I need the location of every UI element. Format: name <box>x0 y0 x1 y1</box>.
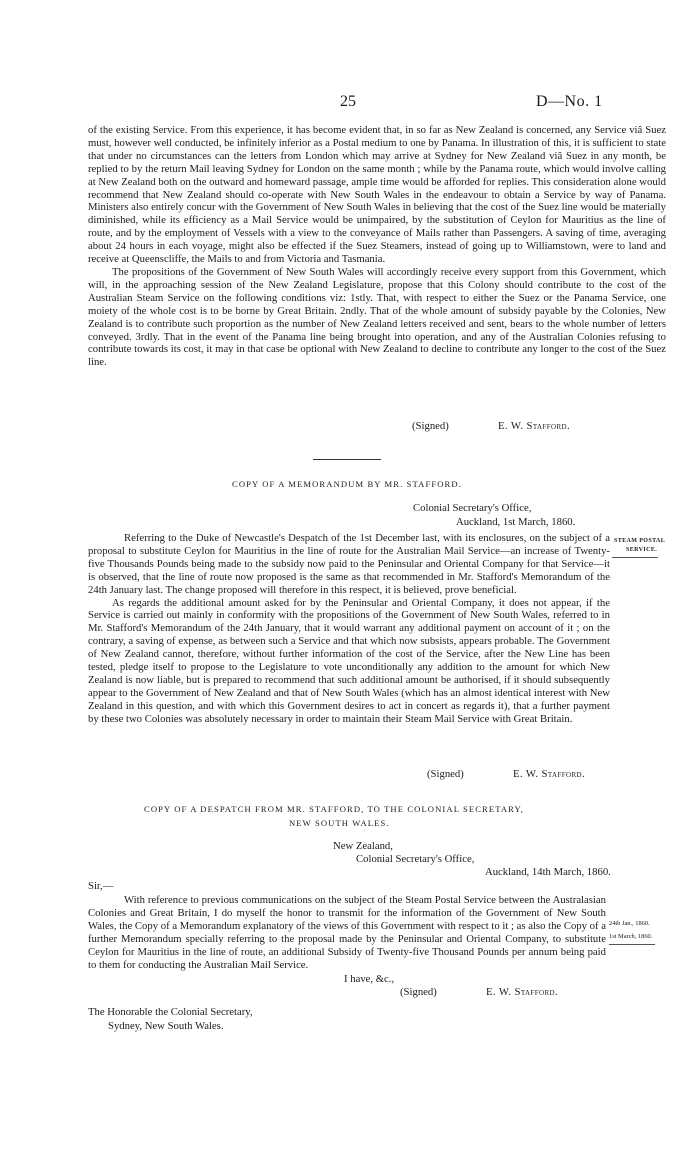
margin-date-rule <box>609 944 655 945</box>
margin-note-rule <box>612 557 658 558</box>
page-number: 25 <box>340 93 356 110</box>
section-2-paragraph-1: Referring to the Duke of Newcastle's Despatch of the 1st December last, with its enclosures, on the subject of a proposal to substitute Ceylon for Mauritius in the line of route for the Australian Mail Service—an increase of Twenty-five Thousands Pounds being made to the subsidy now paid to the Peninsular and Oriental Company for that Service—it is observed, that the line of route now proposed is the same as that recommended in Mr. Stafford's Memorandum of the 24th January last. The change proposed will therefore in this respect, it is believed, prove beneficial. <box>88 532 610 596</box>
despatch-addr-line-1: New Zealand, <box>333 840 393 852</box>
section-3-text <box>88 894 606 971</box>
section-divider <box>313 459 381 460</box>
page-header <box>0 93 700 115</box>
signed-label: (Signed) <box>412 420 449 432</box>
margin-date-2: 1st March, 1860. <box>609 933 653 940</box>
signed-label: (Signed) <box>427 768 464 780</box>
signatory-name: E. W. Stafford. <box>498 420 571 432</box>
recipient-line-2: Sydney, New South Wales. <box>108 1020 224 1032</box>
memorandum-caption: COPY OF A MEMORANDUM BY MR. STAFFORD. <box>232 479 462 489</box>
section-1-paragraph-2: The propositions of the Government of New South Wales will accordingly receive every support from this Government, which will, in the approaching session of the New Zealand Legislature, propose that this Colony should contribute to the cost of the Australian Steam Service on the following conditions viz: 1stly. That, with respect to either the Suez or the Panama Service, one moiety of the whole cost is to be borne by Great Britain. 2ndly. That of the whole amount of subsidy payable by the Colonies, New Zealand is to contribute such proportion as the number of New Zealand letters received and sent, bears to the whole number of letters conveyed. 3rdly. That in the event of the Panama line being brought into operation, and any of the Australian Colonies refusing to contribute towards its cost, it may in that case be optional with New Zealand to decline to contribute any longer to the cost of the Suez line. <box>88 265 666 369</box>
despatch-addr-line-3: Auckland, 14th March, 1860. <box>485 866 611 878</box>
section-2-paragraph-2: As regards the additional amount asked for by the Peninsular and Oriental Company, it does not appear, if the Service is carried out mainly in conformity with the propositions of the Government of New South Wales, referred to in Mr. Stafford's Memorandum of the 24th January, that it would warrant any additional payment on account of it ; on the contrary, a saving of expense, as between such a Service and that which now subsists, appears probable. The Government of New Zealand cannot, therefore, without further information of the cost of the Service, after the New Line has been tested, pledge itself to propose to the Legislature to vote unconditionally any addition to the amount for which New Zealand is now liable, but is prepared to recommend that such additional amount be authorised, if it should subsequently appear to the Government of New Zealand and that of New South Wales (which has an almost identical interest with New Zealand in this question, and with which this Government desires to act in concert as regards it), that a further payment by these two Colonies was absolutely necessary in order to maintain their Steam Mail Service with Great Britain. <box>88 596 610 725</box>
memo-place-date: Auckland, 1st March, 1860. <box>456 516 576 528</box>
section-1-text <box>88 124 666 369</box>
margin-date-1: 24th Jan., 1860. <box>609 920 650 927</box>
section-2-text <box>88 532 610 726</box>
memo-office: Colonial Secretary's Office, <box>413 502 532 514</box>
document-id: D—No. 1 <box>536 93 603 110</box>
section-1-paragraph-1: of the existing Service. From this experience, it has become evident that, in so far as New Zealand is concerned, any Service viâ Suez must, however well conducted, be infinitely inferior as a Postal medium to one by Panama. In illustration of this, it is sufficient to state that under no circumstances can the letters from London which may arrive at Sydney for New Zealand viâ Suez in any month, be replied to by the return Mail leaving Sydney for London on the same month ; while by the Panama route, which would involve calling at New Zealand both on the outward and homeward passage, ample time would be afforded for replies. This consideration alone would recommend that New Zealand should co-operate with New South Wales in the endeavour to obtain a Service by way of Panama. Ministers also entirely concur with the Government of New South Wales in believing that the cost of the Suez line would be materially diminished, while its efficiency as a Mail Service would be unimpaired, by the substitution of Ceylon for Mauritius as the line of route, and by the employment of Vessels with a view to the conveyance of Mails rather than Passengers. A saving of time, averaging about 24 hours in each voyage, might also be effected if the Suez Steamers, instead of going up to Williamstown, were to land and receive at Queenscliffe, the Mails to and from Victoria and Tasmania. <box>88 124 666 266</box>
margin-note-service: SERVICE. <box>626 547 658 553</box>
margin-note-steam-postal: STEAM POSTAL <box>614 538 666 544</box>
recipient-line-1: The Honorable the Colonial Secretary, <box>88 1006 253 1018</box>
section-3-paragraph-1: With reference to previous communications on the subject of the Steam Postal Service between the Australasian Colonies and Great Britain, I do myself the honor to transmit for the information of the Government of New South Wales, the Copy of a Memorandum explanatory of the views of this Government with respect to it ; as also the Copy of a further Memorandum specially referring to the proposal made by the Peninsular and Oriental Company, to substitute Ceylon for Mauritius in the line of route, an additional Subsidy of Twenty-five Thousand Pounds per annum being paid to them for conducting the Australian Mail Service. <box>88 894 606 971</box>
signatory-name: E. W. Stafford. <box>513 768 586 780</box>
despatch-caption-line-2: NEW SOUTH WALES. <box>289 818 390 828</box>
salutation: Sir,— <box>88 880 114 892</box>
signatory-name: E. W. Stafford. <box>486 986 559 998</box>
closing-line: I have, &c., <box>344 973 395 985</box>
despatch-addr-line-2: Colonial Secretary's Office, <box>356 853 475 865</box>
signed-label: (Signed) <box>400 986 437 998</box>
despatch-caption-line-1: COPY OF A DESPATCH FROM MR. STAFFORD, TO THE COLONIAL SECRETARY, <box>144 804 524 814</box>
